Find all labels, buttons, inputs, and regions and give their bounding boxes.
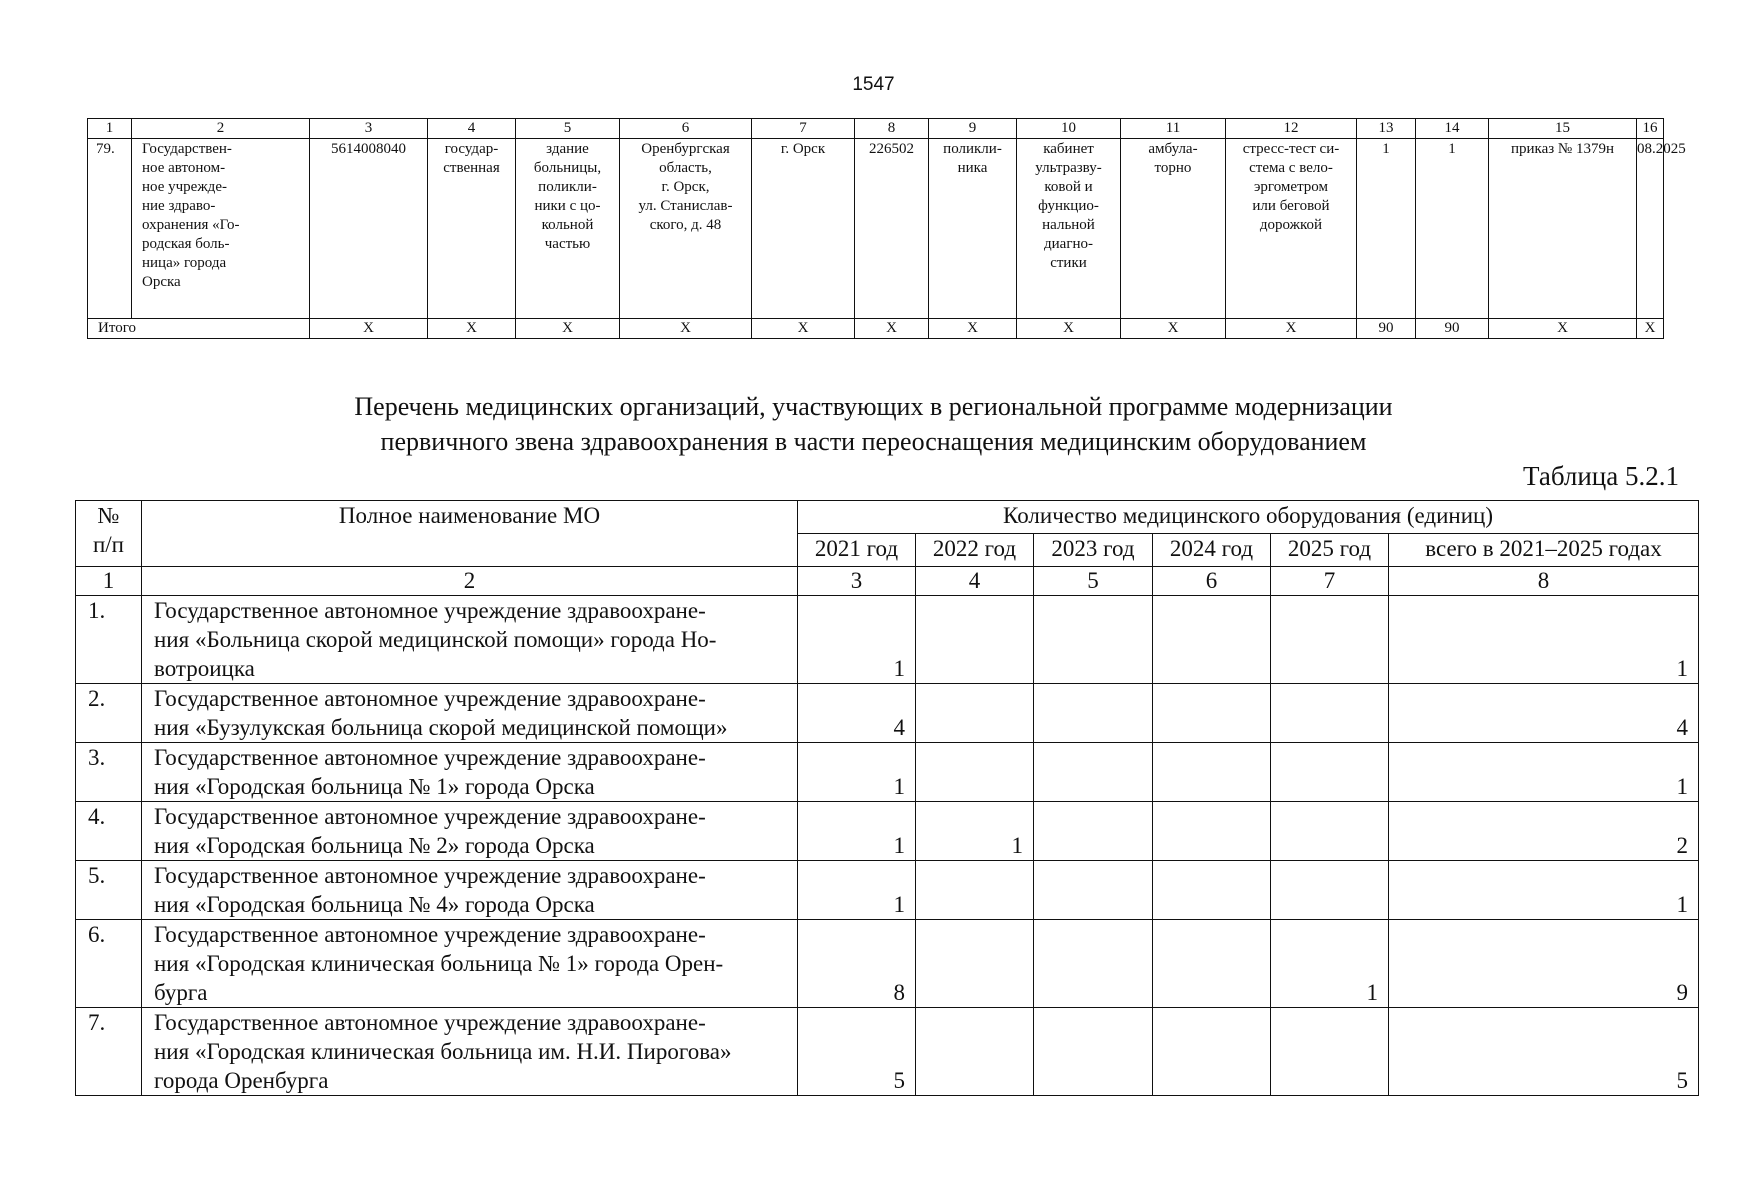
total-x: X bbox=[1121, 319, 1226, 339]
order: приказ № 1379н bbox=[1489, 139, 1637, 319]
column-number-row bbox=[76, 567, 1699, 596]
col-num: 1 bbox=[88, 119, 132, 139]
col-num: 5 bbox=[516, 119, 620, 139]
value-2025 bbox=[1271, 861, 1389, 920]
value-2024 bbox=[1153, 1008, 1271, 1096]
value-total: 1 bbox=[1389, 861, 1699, 920]
col-num: 3 bbox=[310, 119, 428, 139]
col-num: 12 bbox=[1226, 119, 1357, 139]
col-num: 4 bbox=[916, 567, 1034, 596]
value-2022: 1 bbox=[916, 802, 1034, 861]
table-row bbox=[76, 1008, 1699, 1096]
facility-type: поликли- ника bbox=[929, 139, 1017, 319]
table-row bbox=[76, 743, 1699, 802]
value-2025 bbox=[1271, 743, 1389, 802]
value-2022 bbox=[916, 743, 1034, 802]
col-num: 2 bbox=[142, 567, 798, 596]
col-num: 8 bbox=[1389, 567, 1699, 596]
value-total: 4 bbox=[1389, 684, 1699, 743]
total-x: X bbox=[516, 319, 620, 339]
total-x: X bbox=[428, 319, 516, 339]
page-title: Перечень медицинских организаций, участвующих в региональной программе модернизации первичного звена здравоохранения в части переоснащения медицинским оборудованием bbox=[354, 392, 1393, 456]
value-2021: 1 bbox=[798, 861, 916, 920]
value-2022 bbox=[916, 596, 1034, 684]
row-index: 79. bbox=[88, 139, 132, 319]
value-2024 bbox=[1153, 920, 1271, 1008]
value-total: 9 bbox=[1389, 920, 1699, 1008]
table-row bbox=[76, 861, 1699, 920]
col-num: 6 bbox=[1153, 567, 1271, 596]
total-x: X bbox=[620, 319, 752, 339]
value-2024 bbox=[1153, 684, 1271, 743]
header-quantity: Количество медицинского оборудования (единиц) bbox=[798, 501, 1699, 534]
value-2023 bbox=[1034, 861, 1153, 920]
value-2021: 1 bbox=[798, 802, 916, 861]
continuation-table bbox=[87, 118, 1686, 339]
value-total: 1 bbox=[1389, 596, 1699, 684]
cabinet: кабинет ультразву- ковой и функцио- нальной диагно- стики bbox=[1017, 139, 1121, 319]
col-num: 3 bbox=[798, 567, 916, 596]
value-2022 bbox=[916, 684, 1034, 743]
date: 08.2025 bbox=[1637, 139, 1664, 319]
total-col14: 90 bbox=[1416, 319, 1489, 339]
row-number: 1. bbox=[76, 596, 142, 684]
value-2025: 1 bbox=[1271, 920, 1389, 1008]
total-label: Итого bbox=[88, 319, 310, 339]
value-total: 1 bbox=[1389, 743, 1699, 802]
header-year: 2024 год bbox=[1153, 534, 1271, 567]
col-num: 4 bbox=[428, 119, 516, 139]
value-2023 bbox=[1034, 684, 1153, 743]
city: г. Орск bbox=[752, 139, 855, 319]
org-name: Государствен- ное автоном- ное учрежде- ние здраво- охранения «Го- родская боль- ница» города Орска bbox=[132, 139, 310, 319]
row-number: 2. bbox=[76, 684, 142, 743]
header-year: 2025 год bbox=[1271, 534, 1389, 567]
value-2024 bbox=[1153, 596, 1271, 684]
row-number: 5. bbox=[76, 861, 142, 920]
total-x: X bbox=[855, 319, 929, 339]
total-x: X bbox=[1226, 319, 1357, 339]
org-name: Государственное автономное учреждение здравоохране- ния «Городская клиническая больница № 1» города Орен- бурга bbox=[142, 920, 798, 1008]
col-num: 6 bbox=[620, 119, 752, 139]
col-num: 2 bbox=[132, 119, 310, 139]
address: Оренбургская область, г. Орск, ул. Станислав- ского, д. 48 bbox=[620, 139, 752, 319]
header-year: 2021 год bbox=[798, 534, 916, 567]
col-num: 8 bbox=[855, 119, 929, 139]
total-x: X bbox=[1489, 319, 1637, 339]
col-num: 13 bbox=[1357, 119, 1416, 139]
col-num: 15 bbox=[1489, 119, 1637, 139]
header-total: всего в 2021–2025 годах bbox=[1389, 534, 1699, 567]
org-name: Государственное автономное учреждение здравоохране- ния «Городская больница № 2» города Орска bbox=[142, 802, 798, 861]
col-num: 5 bbox=[1034, 567, 1153, 596]
row-number: 6. bbox=[76, 920, 142, 1008]
row-number: 4. bbox=[76, 802, 142, 861]
org-name: Государственное автономное учреждение здравоохране- ния «Городская больница № 1» города Орска bbox=[142, 743, 798, 802]
value-2024 bbox=[1153, 802, 1271, 861]
value-2025 bbox=[1271, 1008, 1389, 1096]
value-2021: 4 bbox=[798, 684, 916, 743]
value-2022 bbox=[916, 861, 1034, 920]
page-number: 1547 bbox=[852, 74, 895, 95]
col-num: 10 bbox=[1017, 119, 1121, 139]
value-2023 bbox=[1034, 802, 1153, 861]
care-condition: амбула- торно bbox=[1121, 139, 1226, 319]
value-2025 bbox=[1271, 684, 1389, 743]
value-2021: 1 bbox=[798, 596, 916, 684]
code: 226502 bbox=[855, 139, 929, 319]
total-x: X bbox=[752, 319, 855, 339]
org-name: Государственное автономное учреждение здравоохране- ния «Бузулукская больница скорой медицинской помощи» bbox=[142, 684, 798, 743]
col14-value: 1 bbox=[1416, 139, 1489, 319]
column-number-row bbox=[88, 119, 1664, 139]
row-number: 3. bbox=[76, 743, 142, 802]
header-row bbox=[76, 501, 1699, 534]
col-num: 9 bbox=[929, 119, 1017, 139]
header-number: № п/п bbox=[76, 501, 142, 567]
total-x: X bbox=[310, 319, 428, 339]
header-year: 2023 год bbox=[1034, 534, 1153, 567]
value-2022 bbox=[916, 1008, 1034, 1096]
value-2021: 8 bbox=[798, 920, 916, 1008]
value-2025 bbox=[1271, 802, 1389, 861]
total-col13: 90 bbox=[1357, 319, 1416, 339]
value-2021: 1 bbox=[798, 743, 916, 802]
total-x: X bbox=[1637, 319, 1664, 339]
org-name: Государственное автономное учреждение здравоохране- ния «Больница скорой медицинской помощи» города Но- вотроицка bbox=[142, 596, 798, 684]
table-row bbox=[76, 920, 1699, 1008]
table-row bbox=[88, 139, 1664, 319]
row-number: 7. bbox=[76, 1008, 142, 1096]
value-2023 bbox=[1034, 920, 1153, 1008]
table-label: Таблица 5.2.1 bbox=[1523, 461, 1679, 491]
col-num: 7 bbox=[752, 119, 855, 139]
value-2024 bbox=[1153, 861, 1271, 920]
total-x: X bbox=[929, 319, 1017, 339]
value-2024 bbox=[1153, 743, 1271, 802]
col-num: 7 bbox=[1271, 567, 1389, 596]
org-name: Государственное автономное учреждение здравоохране- ния «Городская больница № 4» города Орска bbox=[142, 861, 798, 920]
value-total: 2 bbox=[1389, 802, 1699, 861]
value-2023 bbox=[1034, 1008, 1153, 1096]
col-num: 1 bbox=[76, 567, 142, 596]
value-2023 bbox=[1034, 596, 1153, 684]
header-org-name: Полное наименование МО bbox=[142, 501, 798, 567]
col-num: 14 bbox=[1416, 119, 1489, 139]
value-2022 bbox=[916, 920, 1034, 1008]
inn: 5614008040 bbox=[310, 139, 428, 319]
value-2025 bbox=[1271, 596, 1389, 684]
table-row bbox=[76, 596, 1699, 684]
ownership-form: государ- ственная bbox=[428, 139, 516, 319]
total-row bbox=[88, 319, 1664, 339]
table-row bbox=[76, 802, 1699, 861]
building: здание больницы, поликли- ники с цо- кольной частью bbox=[516, 139, 620, 319]
value-2023 bbox=[1034, 743, 1153, 802]
header-year: 2022 год bbox=[916, 534, 1034, 567]
col-num: 16 bbox=[1637, 119, 1664, 139]
equipment: стресс-тест си- стема с вело- эргометром или беговой дорожкой bbox=[1226, 139, 1357, 319]
col13-value: 1 bbox=[1357, 139, 1416, 319]
table-row bbox=[76, 684, 1699, 743]
value-2021: 5 bbox=[798, 1008, 916, 1096]
value-total: 5 bbox=[1389, 1008, 1699, 1096]
equipment-table bbox=[75, 500, 1699, 1096]
org-name: Государственное автономное учреждение здравоохране- ния «Городская клиническая больница им. Н.И. Пирогова» города Оренбурга bbox=[142, 1008, 798, 1096]
total-x: X bbox=[1017, 319, 1121, 339]
col-num: 11 bbox=[1121, 119, 1226, 139]
